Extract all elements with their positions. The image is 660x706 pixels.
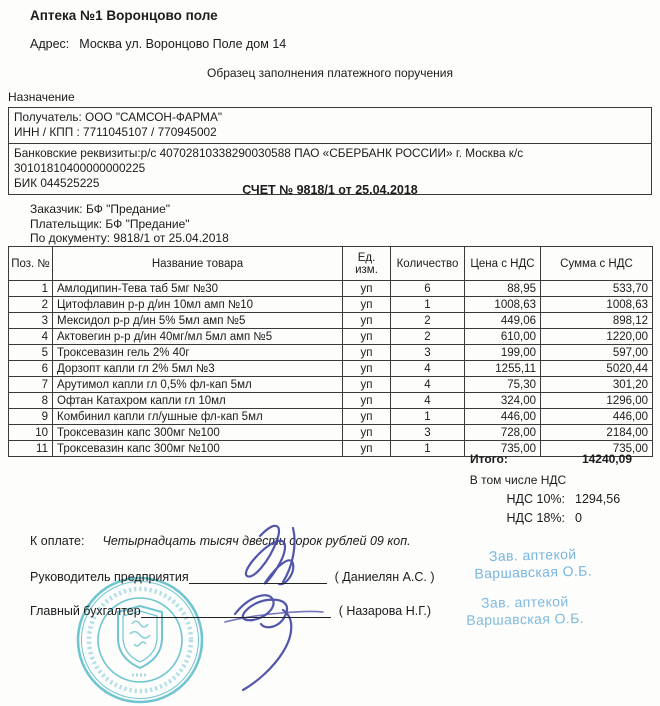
director-name: ( Даниелян А.С. ) <box>334 570 435 584</box>
table-cell: Троксевазин гель 2% 40г <box>53 345 343 361</box>
table-row <box>9 377 653 393</box>
table-cell: 301,20 <box>541 377 653 393</box>
table-cell: 4 <box>391 361 465 377</box>
table-row <box>9 409 653 425</box>
col-header-unit: Ед. изм. <box>343 247 391 281</box>
table-cell: 1 <box>9 281 53 297</box>
table-cell: уп <box>343 281 391 297</box>
stamp1-name: Варшавская О.Б. <box>474 562 593 582</box>
table-cell: 728,00 <box>465 425 541 441</box>
bank-details-line: Банковские реквизиты:р/с 40702810338290030588 ПАО «СБЕРБАНК РОССИИ» г. Москва к/с 30101810400000000225 <box>14 146 524 175</box>
table-cell: 199,00 <box>465 345 541 361</box>
col-header-quantity: Количество <box>391 247 465 281</box>
table-cell: уп <box>343 345 391 361</box>
party-lines <box>30 202 229 246</box>
bik-line: БИК 044525225 <box>14 176 100 190</box>
table-cell: 1 <box>391 441 465 457</box>
table-cell: 6 <box>9 361 53 377</box>
document-line: По документу: 9818/1 от 25.04.2018 <box>30 231 229 245</box>
table-cell: Актовегин р-р д/ин 40мг/мл 5мл амп №5 <box>53 329 343 345</box>
purpose-label: Назначение <box>8 90 75 104</box>
table-cell: 3 <box>9 313 53 329</box>
table-row <box>9 425 653 441</box>
invoice-heading: СЧЕТ № 9818/1 от 25.04.2018 <box>242 183 418 197</box>
table-cell: 7 <box>9 377 53 393</box>
table-row <box>9 393 653 409</box>
table-cell: 1008,63 <box>541 297 653 313</box>
items-table <box>8 246 653 457</box>
table-cell: Дорзопт капли гл 2% 5мл №3 <box>53 361 343 377</box>
stamp1-role: Зав. аптекой <box>488 545 577 565</box>
table-cell: 75,30 <box>465 377 541 393</box>
table-cell: 88,95 <box>465 281 541 297</box>
customer-line: Заказчик: БФ "Предание" <box>30 202 171 216</box>
pharmacy-manager-stamp-1 <box>448 545 619 583</box>
col-header-sum: Сумма с НДС <box>541 247 653 281</box>
sample-heading: Образец заполнения платежного поручения <box>207 66 453 80</box>
table-cell: 3 <box>391 345 465 361</box>
table-row <box>9 313 653 329</box>
table-cell: 1220,00 <box>541 329 653 345</box>
table-cell: 2 <box>391 313 465 329</box>
table-cell: 6 <box>391 281 465 297</box>
table-cell: 1 <box>391 409 465 425</box>
pharmacy-manager-stamp-2 <box>440 593 611 630</box>
table-cell: 1008,63 <box>465 297 541 313</box>
table-cell: 9 <box>9 409 53 425</box>
vat10-value: 1294,56 <box>575 492 621 506</box>
table-cell: Мексидол р-р д/ин 5% 5мл амп №5 <box>53 313 343 329</box>
director-signature-line <box>189 571 327 584</box>
accountant-label: Главный бухгалтер <box>30 604 141 618</box>
accountant-name: ( Назарова Н.Г.) <box>338 604 432 618</box>
director-signature-row <box>30 570 435 584</box>
table-cell: 8 <box>9 393 53 409</box>
payee-recipient-section <box>9 108 651 144</box>
table-cell: 4 <box>9 329 53 345</box>
accountant-signature-line <box>141 605 331 618</box>
table-cell: 4 <box>391 393 465 409</box>
total-value: 14240,09 <box>581 452 632 466</box>
total-label: Итого: <box>470 452 508 466</box>
table-cell: Комбинил капли гл/ушные фл-кап 5мл <box>53 409 343 425</box>
table-cell: 597,00 <box>541 345 653 361</box>
director-label: Руководитель предприятия <box>30 570 189 584</box>
payer-line: Плательщик: БФ "Предание" <box>30 216 190 231</box>
table-cell: 1 <box>391 297 465 313</box>
inn-kpp-line: ИНН / КПП : 7711045107 / 770945002 <box>14 125 217 139</box>
table-cell: 5 <box>9 345 53 361</box>
table-cell: Троксевазин капс 300мг №100 <box>53 425 343 441</box>
vat10-line <box>495 492 620 506</box>
table-cell: уп <box>343 297 391 313</box>
table-cell: уп <box>343 409 391 425</box>
table-header-row <box>9 247 653 281</box>
table-cell: 4 <box>391 377 465 393</box>
pharmacy-title: Аптека №1 Воронцово поле <box>30 8 218 23</box>
vat10-label: НДС 10%: <box>506 492 565 506</box>
table-cell: 5020,44 <box>541 361 653 377</box>
payee-box <box>8 107 652 195</box>
table-cell: 446,00 <box>465 409 541 425</box>
table-cell: уп <box>343 329 391 345</box>
vat18-label: НДС 18%: <box>506 511 565 525</box>
table-cell: уп <box>343 425 391 441</box>
address-line <box>30 37 286 51</box>
recipient-line: Получатель: ООО "САМСОН-ФАРМА" <box>14 110 223 124</box>
vat-heading: В том числе НДС <box>469 473 567 487</box>
payment-label: К оплате: <box>30 534 85 548</box>
table-cell: 898,12 <box>541 313 653 329</box>
table-cell: 324,00 <box>465 393 541 409</box>
table-cell: уп <box>343 393 391 409</box>
table-row <box>9 329 653 345</box>
table-cell: 2184,00 <box>541 425 653 441</box>
address-label: Адрес: <box>30 37 70 51</box>
table-cell: 10 <box>9 425 53 441</box>
table-cell: 449,06 <box>465 313 541 329</box>
table-row <box>9 297 653 313</box>
table-cell: 610,00 <box>465 329 541 345</box>
table-cell: 11 <box>9 441 53 457</box>
table-cell: уп <box>343 377 391 393</box>
table-cell: 2 <box>391 329 465 345</box>
accountant-signature-row <box>30 604 431 618</box>
table-cell: 3 <box>391 425 465 441</box>
table-cell: Троксевазин капс 300мг №100 <box>53 441 343 457</box>
table-cell: 735,00 <box>465 441 541 457</box>
table-row <box>9 281 653 297</box>
table-cell: уп <box>343 441 391 457</box>
table-row <box>9 361 653 377</box>
table-cell: Арутимол капли гл 0,5% фл-кап 5мл <box>53 377 343 393</box>
table-cell: 533,70 <box>541 281 653 297</box>
col-header-position: Поз. № <box>9 247 53 281</box>
table-row <box>9 345 653 361</box>
table-cell: 1255,11 <box>465 361 541 377</box>
table-cell: 735,00 <box>541 441 653 457</box>
invoice-table-body <box>9 281 653 457</box>
vat18-line <box>495 511 582 525</box>
table-cell: 1296,00 <box>541 393 653 409</box>
table-cell: Офтан Катахром капли гл 10мл <box>53 393 343 409</box>
address-value: Москва ул. Воронцово Поле дом 14 <box>79 37 287 51</box>
vat18-value: 0 <box>575 511 582 525</box>
col-header-price: Цена с НДС <box>465 247 541 281</box>
stamp2-role: Зав. аптекой <box>480 593 569 611</box>
table-cell: 446,00 <box>541 409 653 425</box>
table-cell: уп <box>343 361 391 377</box>
table-cell: уп <box>343 313 391 329</box>
table-cell: 2 <box>9 297 53 313</box>
amount-in-words: Четырнадцать тысяч двести сорок рублей 09 коп. <box>102 534 411 548</box>
stamp2-name: Варшавская О.Б. <box>466 609 585 629</box>
table-cell: Цитофлавин р-р д/ин 10мл амп №10 <box>53 297 343 313</box>
col-header-product: Название товара <box>53 247 343 281</box>
table-cell: Амлодипин-Тева таб 5мг №30 <box>53 281 343 297</box>
